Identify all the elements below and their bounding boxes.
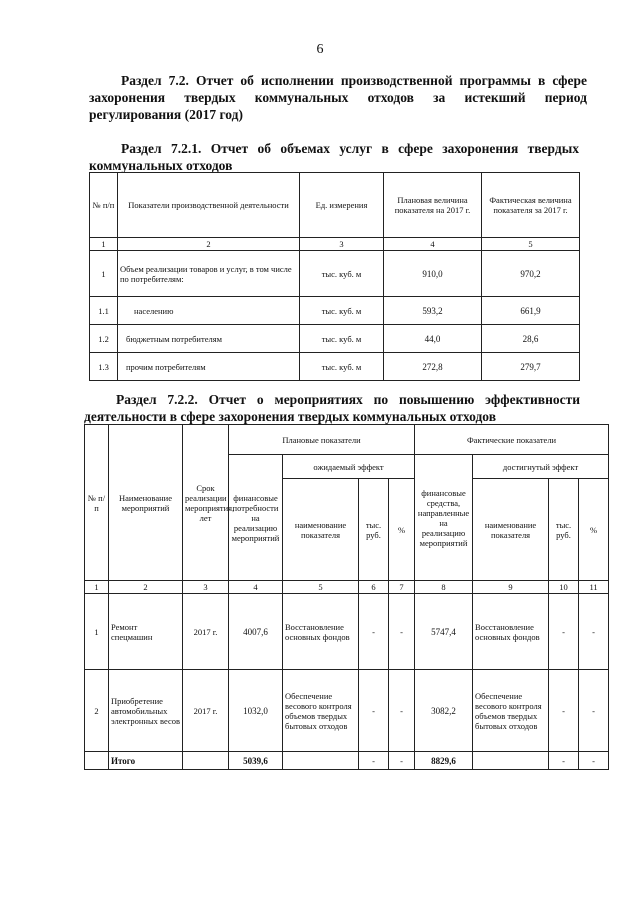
plan-rub: - — [359, 670, 389, 752]
column-number-row — [90, 238, 580, 251]
column-header: № п/п — [90, 173, 118, 238]
column-header: тыс. руб. — [549, 479, 579, 581]
column-header: Фактические показатели — [415, 425, 609, 455]
fact-value: 28,6 — [482, 325, 580, 353]
plan-value: 910,0 — [384, 251, 482, 297]
column-number: 5 — [482, 238, 580, 251]
plan-indicator-name: Восстановление основных фондов — [283, 594, 359, 670]
column-header: Плановые показатели — [229, 425, 415, 455]
column-number: 3 — [300, 238, 384, 251]
column-number: 6 — [359, 581, 389, 594]
fact-rub: - — [549, 670, 579, 752]
column-header: № п/п — [85, 425, 109, 581]
fact-value: 970,2 — [482, 251, 580, 297]
unit: тыс. куб. м — [300, 251, 384, 297]
fact-indicator-name: Восстановление основных фондов — [473, 594, 549, 670]
column-number: 3 — [183, 581, 229, 594]
table-total-row — [85, 752, 609, 770]
plan-rub: - — [359, 594, 389, 670]
column-header: % — [579, 479, 609, 581]
column-number: 7 — [389, 581, 415, 594]
plan-finance: 4007,6 — [229, 594, 283, 670]
fact-finance: 3082,2 — [415, 670, 473, 752]
column-number: 4 — [229, 581, 283, 594]
total-cell — [85, 752, 109, 770]
column-header: ожидаемый эффект — [283, 455, 415, 479]
total-cell: - — [549, 752, 579, 770]
column-number: 5 — [283, 581, 359, 594]
table-header-row — [90, 173, 580, 238]
table-row — [85, 670, 609, 752]
column-header: Ед. измерения — [300, 173, 384, 238]
plan-finance: 1032,0 — [229, 670, 283, 752]
efficiency-measures-table — [84, 424, 609, 770]
indicator-name: прочим потребителям — [118, 353, 300, 381]
total-cell: - — [389, 752, 415, 770]
total-cell — [283, 752, 359, 770]
fact-rub: - — [549, 594, 579, 670]
column-number: 9 — [473, 581, 549, 594]
column-header: Показатели производственной деятельности — [118, 173, 300, 238]
section-7-2-2-heading: Раздел 7.2.2. Отчет о мероприятиях по повышению эффективности деятельности в сфере захоронения твердых коммунальных отходов — [84, 392, 580, 424]
plan-value: 44,0 — [384, 325, 482, 353]
column-number: 4 — [384, 238, 482, 251]
column-header: достигнутый эффект — [473, 455, 609, 479]
row-number: 1.1 — [90, 297, 118, 325]
column-header: наименование показателя — [283, 479, 359, 581]
fact-pct: - — [579, 594, 609, 670]
fact-indicator-name: Обеспечение весового контроля объемов твердых бытовых отходов — [473, 670, 549, 752]
fact-pct: - — [579, 670, 609, 752]
term: 2017 г. — [183, 594, 229, 670]
column-header: финансовые потребности на реализацию мероприятий — [229, 455, 283, 581]
measure-name: Ремонт спецмашин — [109, 594, 183, 670]
unit: тыс. куб. м — [300, 297, 384, 325]
indicator-name: бюджетным потребителям — [118, 325, 300, 353]
page-number: 6 — [316, 42, 324, 57]
unit: тыс. куб. м — [300, 325, 384, 353]
row-number: 1 — [85, 594, 109, 670]
total-cell — [183, 752, 229, 770]
column-number: 1 — [85, 581, 109, 594]
term: 2017 г. — [183, 670, 229, 752]
unit: тыс. куб. м — [300, 353, 384, 381]
plan-indicator-name: Обеспечение весового контроля объемов твердых бытовых отходов — [283, 670, 359, 752]
plan-pct: - — [389, 670, 415, 752]
column-header: тыс. руб. — [359, 479, 389, 581]
column-number: 1 — [90, 238, 118, 251]
row-number: 1 — [90, 251, 118, 297]
fact-value: 279,7 — [482, 353, 580, 381]
total-cell: - — [579, 752, 609, 770]
column-header: наименование показателя — [473, 479, 549, 581]
table-header-row — [85, 425, 609, 455]
table-row — [90, 297, 580, 325]
table-row — [90, 251, 580, 297]
column-number: 2 — [118, 238, 300, 251]
plan-value: 272,8 — [384, 353, 482, 381]
column-header: финансовые средства, направленные на реализацию мероприятий — [415, 455, 473, 581]
section-7-2-1-heading: Раздел 7.2.1. Отчет об объемах услуг в сфере захоронения твердых коммунальных отходов — [89, 141, 579, 173]
plan-value: 593,2 — [384, 297, 482, 325]
indicator-name: населению — [118, 297, 300, 325]
column-number: 10 — [549, 581, 579, 594]
section-7-2-heading: Раздел 7.2. Отчет об исполнении производственной программы в сфере захоронения твердых коммунальных отходов за истекший период регулирования (2017 год) — [89, 73, 587, 122]
indicator-name: Объем реализации товаров и услуг, в том числе по потребителям: — [118, 251, 300, 297]
row-number: 2 — [85, 670, 109, 752]
row-number: 1.2 — [90, 325, 118, 353]
services-volume-table — [89, 172, 580, 381]
total-fact-finance: 8829,6 — [415, 752, 473, 770]
column-header: Срок реализации мероприятия, лет — [183, 425, 229, 581]
total-cell: - — [359, 752, 389, 770]
row-number: 1.3 — [90, 353, 118, 381]
table-row — [90, 325, 580, 353]
total-label: Итого — [109, 752, 183, 770]
total-plan-finance: 5039,6 — [229, 752, 283, 770]
column-header: % — [389, 479, 415, 581]
total-cell — [473, 752, 549, 770]
table-row — [90, 353, 580, 381]
table-row — [85, 594, 609, 670]
column-number-row — [85, 581, 609, 594]
column-number: 2 — [109, 581, 183, 594]
column-header: Плановая величина показателя на 2017 г. — [384, 173, 482, 238]
column-header: Наименование мероприятий — [109, 425, 183, 581]
plan-pct: - — [389, 594, 415, 670]
measure-name: Приобретение автомобильных электронных весов — [109, 670, 183, 752]
fact-finance: 5747,4 — [415, 594, 473, 670]
column-number: 8 — [415, 581, 473, 594]
column-number: 11 — [579, 581, 609, 594]
fact-value: 661,9 — [482, 297, 580, 325]
column-header: Фактическая величина показателя за 2017 г. — [482, 173, 580, 238]
